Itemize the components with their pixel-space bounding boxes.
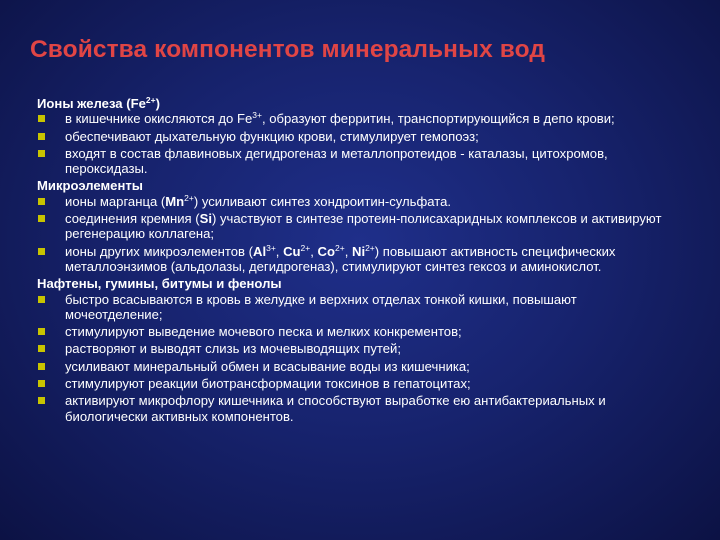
square-bullet-icon	[38, 296, 45, 303]
element-symbol: Co	[317, 243, 335, 259]
iron-heading-end: )	[155, 96, 160, 111]
item-text: быстро всасываются в кровь в желудке и верхних отделах тонкой кишки, повышают мочеотделение;	[65, 291, 577, 322]
element-symbol: Mn	[165, 193, 185, 209]
item-text: ) повышают активность специфических металлоэнзимов (альдолазы, дегидрогеназ), стимулируют синтез гексоз и аминокислот.	[65, 243, 616, 274]
square-bullet-icon	[38, 115, 45, 122]
item-text: растворяют и выводят слизь из мочевыводящих путей;	[65, 341, 401, 357]
iron-heading-sup: 2+	[145, 95, 156, 105]
item-text: активируют микрофлору кишечника и способствуют выработке ею антибактериальных и биологически активных компонентов.	[65, 393, 606, 424]
item-text: входят в состав флавиновых дегидрогеназ и металлопротеидов - каталазы, цитохромов, пероксидазы.	[65, 145, 608, 177]
list-item	[37, 129, 677, 144]
square-bullet-icon	[38, 363, 45, 370]
square-bullet-icon	[38, 380, 45, 387]
list-item	[37, 341, 677, 356]
item-text: усиливают минеральный обмен и всасывание воды из кишечника;	[65, 358, 470, 374]
list-item	[37, 359, 677, 374]
separator: ,	[344, 243, 352, 259]
list-item	[37, 324, 677, 339]
item-text: ионы других микроэлементов (	[65, 243, 253, 259]
list-item	[37, 376, 677, 391]
slide-title: Свойства компонентов минеральных вод	[30, 36, 545, 63]
item-text: , образуют ферритин, транспортирующийся в депо крови;	[261, 111, 615, 127]
naphthenes-heading: Нафтены, гумины, битумы и фенолы	[37, 276, 282, 292]
item-sup: 2+	[365, 242, 375, 253]
iron-ions-heading	[37, 96, 677, 111]
list-item	[37, 244, 677, 275]
list-item	[37, 393, 677, 424]
item-sup: 3+	[252, 110, 262, 121]
item-sup: 2+	[300, 242, 311, 253]
item-text: обеспечивают дыхательную функцию крови, стимулирует гемопоэз;	[65, 128, 479, 144]
list-item	[37, 211, 677, 242]
iron-heading-text: Ионы железа (Fe	[37, 96, 146, 111]
item-text: стимулируют выведение мочевого песка и мелких конкрементов;	[65, 324, 462, 340]
square-bullet-icon	[38, 397, 45, 404]
item-text: соединения кремния (	[65, 211, 200, 227]
item-text: в кишечнике окисляются до Fe	[65, 111, 253, 127]
square-bullet-icon	[38, 248, 45, 255]
element-symbol: Si	[199, 211, 213, 227]
microelements-heading: Микроэлементы	[37, 178, 143, 194]
separator: ,	[275, 243, 284, 259]
item-text: ) усиливают синтез хондроитин-сульфата.	[193, 193, 452, 209]
square-bullet-icon	[38, 328, 45, 335]
item-sup: 2+	[335, 242, 345, 253]
separator: ,	[310, 243, 318, 259]
item-text: ) участвуют в синтезе протеин-полисахаридных комплексов и активируют регенерацию коллагена;	[65, 211, 662, 242]
element-symbol: Cu	[283, 243, 301, 259]
square-bullet-icon	[38, 198, 45, 205]
item-sup: 2+	[184, 192, 194, 203]
item-text: ионы марганца (	[65, 193, 166, 209]
square-bullet-icon	[38, 345, 45, 352]
list-item	[37, 111, 677, 126]
list-item	[37, 292, 677, 323]
item-text: стимулируют реакции биотрансформации токсинов в гепатоцитах;	[65, 376, 471, 392]
slide-content	[37, 96, 677, 426]
square-bullet-icon	[38, 150, 45, 157]
element-symbol: Ni	[351, 243, 366, 259]
list-item	[37, 146, 677, 177]
element-symbol: Al	[253, 243, 267, 259]
square-bullet-icon	[38, 215, 45, 222]
list-item	[37, 194, 677, 209]
item-sup: 3+	[266, 242, 276, 253]
square-bullet-icon	[38, 133, 45, 140]
